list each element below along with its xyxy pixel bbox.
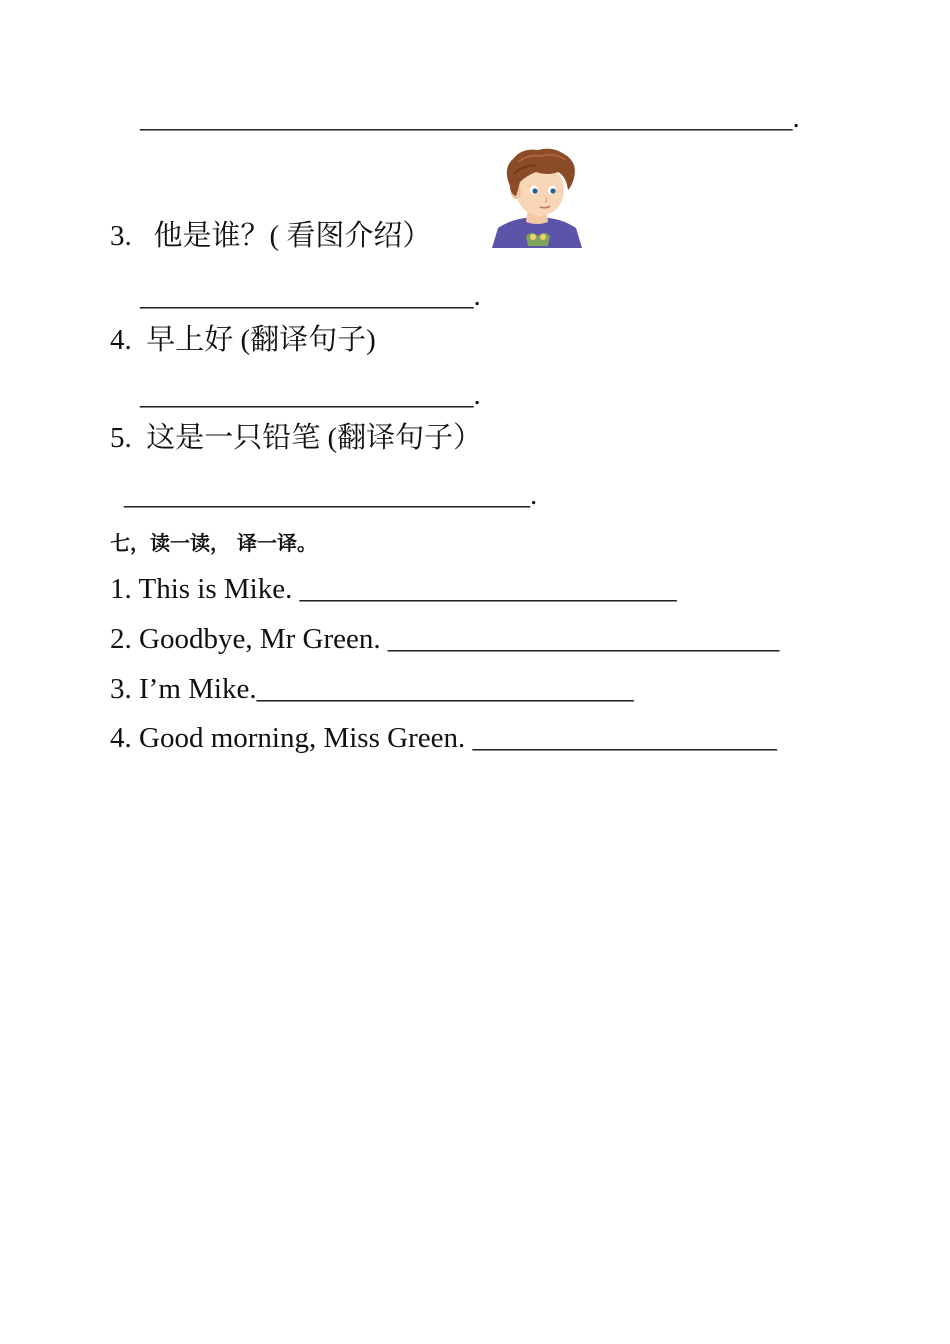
question-prompt: 他是谁？( 看图介绍） (153, 220, 432, 252)
answer-blank[interactable]: ____________________________ (124, 479, 530, 511)
item-text: 2. Goodbye, Mr Green. (110, 623, 388, 655)
answer-line-top[interactable] (140, 104, 800, 133)
translation-item-3 (110, 675, 634, 704)
answer-blank[interactable]: _______________________ (140, 280, 474, 312)
question-prompt: 这是一只铅笔 (翻译句子） (146, 422, 483, 454)
period: . (530, 479, 538, 511)
question-number: 3. (110, 220, 132, 252)
translation-item-1 (110, 575, 677, 604)
answer-blank[interactable]: __________________________ (299, 573, 677, 605)
period: . (792, 102, 800, 134)
question-number: 4. (110, 324, 132, 356)
answer-blank[interactable]: _____________________ (472, 722, 777, 754)
question-3 (110, 222, 431, 251)
cartoon-boy-image (488, 146, 586, 248)
question-3-answer-line[interactable] (140, 282, 481, 311)
translation-item-2 (110, 625, 779, 654)
answer-blank[interactable]: ___________________________ (387, 623, 780, 655)
question-5-answer-line[interactable] (124, 481, 537, 510)
period: . (473, 379, 481, 411)
answer-blank[interactable]: _______________________ (140, 379, 474, 411)
question-number: 5. (110, 422, 132, 454)
answer-blank[interactable]: __________________________ (256, 673, 634, 705)
section-7-heading: 七，读一读， 译一译。 (110, 531, 317, 555)
period: . (473, 280, 481, 312)
translation-item-4 (110, 724, 777, 753)
question-5 (110, 424, 482, 453)
item-text: 3. I’m Mike. (110, 673, 257, 705)
item-text: 1. This is Mike. (110, 573, 300, 605)
answer-blank[interactable]: _____________________________________________ (140, 102, 793, 134)
question-prompt: 早上好 (翻译句子) (146, 324, 376, 356)
question-4 (110, 326, 376, 355)
item-text: 4. Good morning, Miss Green. (110, 722, 473, 754)
question-4-answer-line[interactable] (140, 381, 481, 410)
